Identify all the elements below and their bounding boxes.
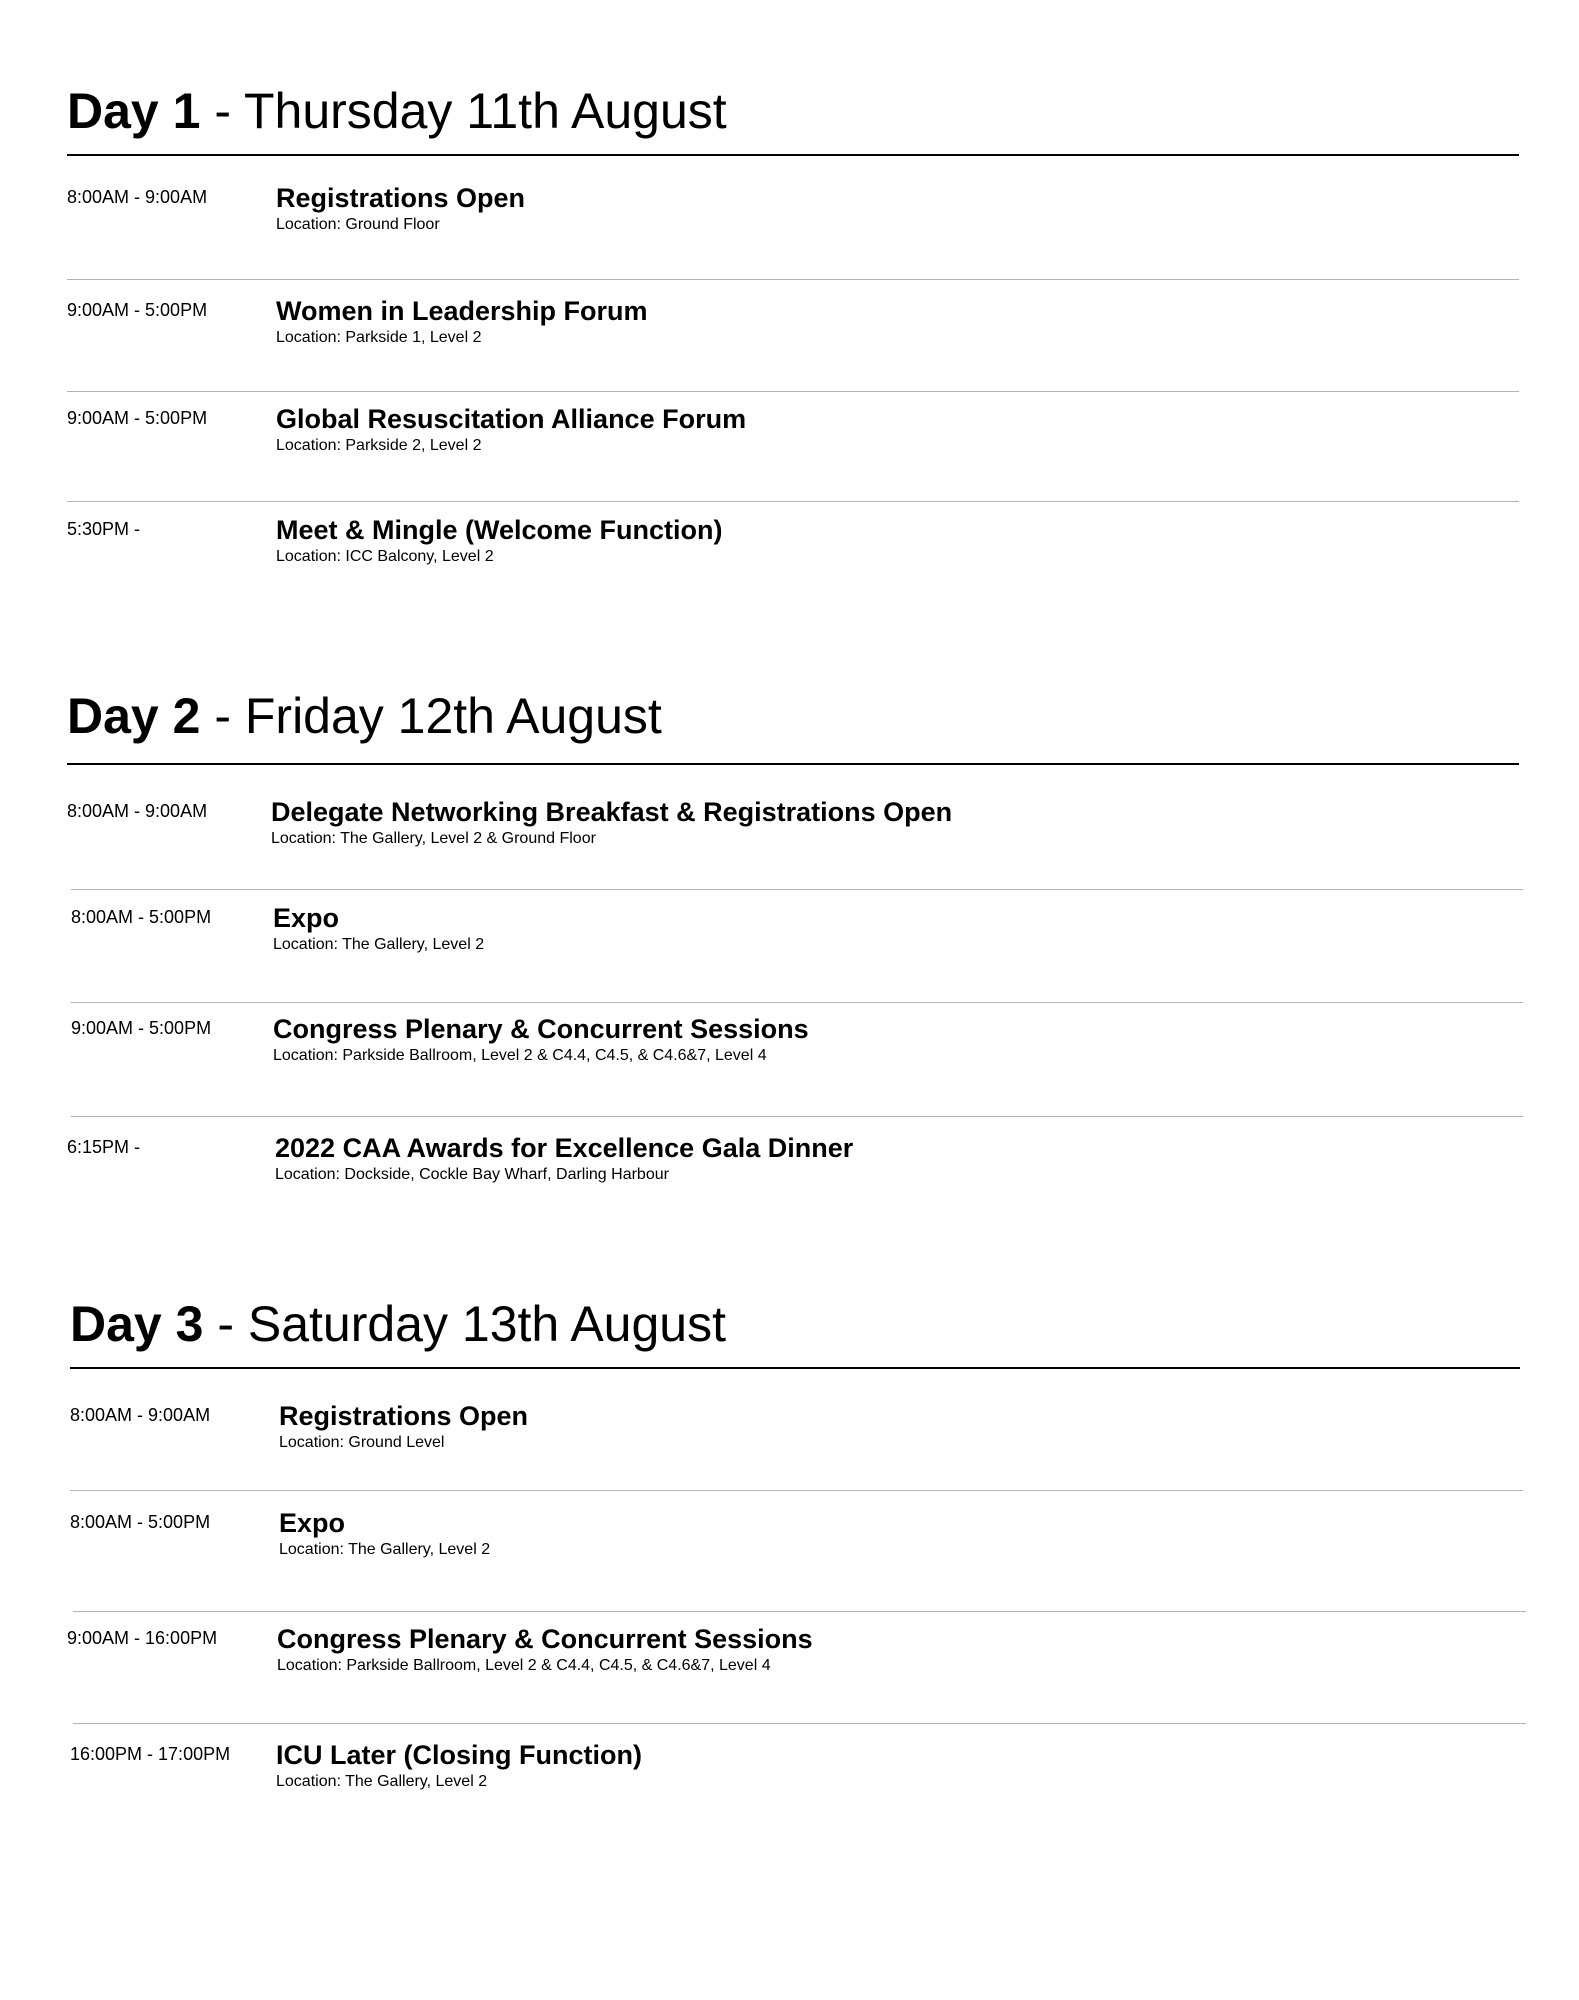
event-time: 9:00AM - 5:00PM <box>71 1018 212 1038</box>
event-time: 8:00AM - 5:00PM <box>71 907 212 927</box>
event-time: 5:30PM - <box>67 519 141 539</box>
event-title: 2022 CAA Awards for Excellence Gala Dinner <box>275 1133 854 1163</box>
event-time: 9:00AM - 5:00PM <box>67 408 208 428</box>
event-time: 6:15PM - <box>67 1137 141 1157</box>
day-label: Day 1 <box>67 83 201 139</box>
event-location: Location: The Gallery, Level 2 <box>276 1773 488 1790</box>
event-time: 8:00AM - 5:00PM <box>70 1512 211 1532</box>
event-location: Location: Ground Floor <box>276 216 440 233</box>
event-divider <box>71 889 1523 890</box>
day-1-heading <box>67 81 1519 141</box>
event-details <box>275 1132 853 1185</box>
event-location: Location: Parkside 2, Level 2 <box>276 437 482 454</box>
event-divider <box>71 1116 1523 1117</box>
event-title: Congress Plenary & Concurrent Sessions <box>273 1014 809 1044</box>
day-date: - Saturday 13th August <box>203 1296 726 1352</box>
event-location: Location: The Gallery, Level 2 & Ground Floor <box>271 830 596 847</box>
event-details <box>276 182 525 235</box>
event-details <box>276 1739 642 1792</box>
day-label: Day 2 <box>67 688 201 744</box>
event-title: Congress Plenary & Concurrent Sessions <box>277 1624 813 1654</box>
event-location: Location: Parkside Ballroom, Level 2 & C4.4, C4.5, & C4.6&7, Level 4 <box>273 1047 767 1064</box>
event-divider <box>73 1611 1526 1612</box>
event-title: ICU Later (Closing Function) <box>276 1740 642 1770</box>
event-location: Location: ICC Balcony, Level 2 <box>276 548 494 565</box>
event-details <box>276 514 723 567</box>
event-details <box>273 1013 809 1066</box>
event-details <box>273 902 484 955</box>
event-time: 8:00AM - 9:00AM <box>67 187 208 207</box>
event-location: Location: Parkside Ballroom, Level 2 & C4.4, C4.5, & C4.6&7, Level 4 <box>277 1657 771 1674</box>
event-divider <box>67 391 1519 392</box>
event-details <box>277 1623 813 1676</box>
event-divider <box>67 279 1519 280</box>
event-details <box>279 1400 528 1453</box>
event-time: 9:00AM - 5:00PM <box>67 300 208 320</box>
event-title: Women in Leadership Forum <box>276 296 648 326</box>
day-label: Day 3 <box>70 1296 204 1352</box>
event-location: Location: Ground Level <box>279 1434 445 1451</box>
day-date: - Friday 12th August <box>200 688 662 744</box>
event-divider <box>73 1723 1526 1724</box>
day-heading-rule <box>70 1367 1520 1369</box>
event-divider <box>70 1490 1523 1491</box>
event-time: 8:00AM - 9:00AM <box>70 1405 211 1425</box>
day-2-section <box>67 686 1519 1183</box>
event-location: Location: The Gallery, Level 2 <box>279 1541 491 1558</box>
event-divider <box>71 1002 1523 1003</box>
day-date: - Thursday 11th August <box>200 83 727 139</box>
event-details <box>276 403 746 456</box>
event-title: Meet & Mingle (Welcome Function) <box>276 515 723 545</box>
day-1-section <box>67 81 1519 565</box>
event-title: Global Resuscitation Alliance Forum <box>276 404 747 434</box>
day-3-section <box>67 1294 1520 1790</box>
event-location: Location: Parkside 1, Level 2 <box>276 329 482 346</box>
day-2-heading <box>67 686 1519 746</box>
event-title: Delegate Networking Breakfast & Registrations Open <box>271 797 953 827</box>
day-heading-rule <box>67 154 1519 156</box>
event-location: Location: Dockside, Cockle Bay Wharf, Darling Harbour <box>275 1166 669 1183</box>
day-heading-rule <box>67 763 1519 765</box>
event-title: Expo <box>273 903 340 933</box>
event-location: Location: The Gallery, Level 2 <box>273 936 485 953</box>
event-title: Registrations Open <box>279 1401 529 1431</box>
event-time: 9:00AM - 16:00PM <box>67 1628 218 1648</box>
event-divider <box>67 501 1519 502</box>
event-time: 16:00PM - 17:00PM <box>70 1744 231 1764</box>
event-title: Registrations Open <box>276 183 526 213</box>
event-details <box>271 796 952 849</box>
day-3-heading <box>70 1294 1520 1354</box>
event-details <box>279 1507 490 1560</box>
event-title: Expo <box>279 1508 346 1538</box>
event-details <box>276 295 648 348</box>
event-time: 8:00AM - 9:00AM <box>67 801 208 821</box>
